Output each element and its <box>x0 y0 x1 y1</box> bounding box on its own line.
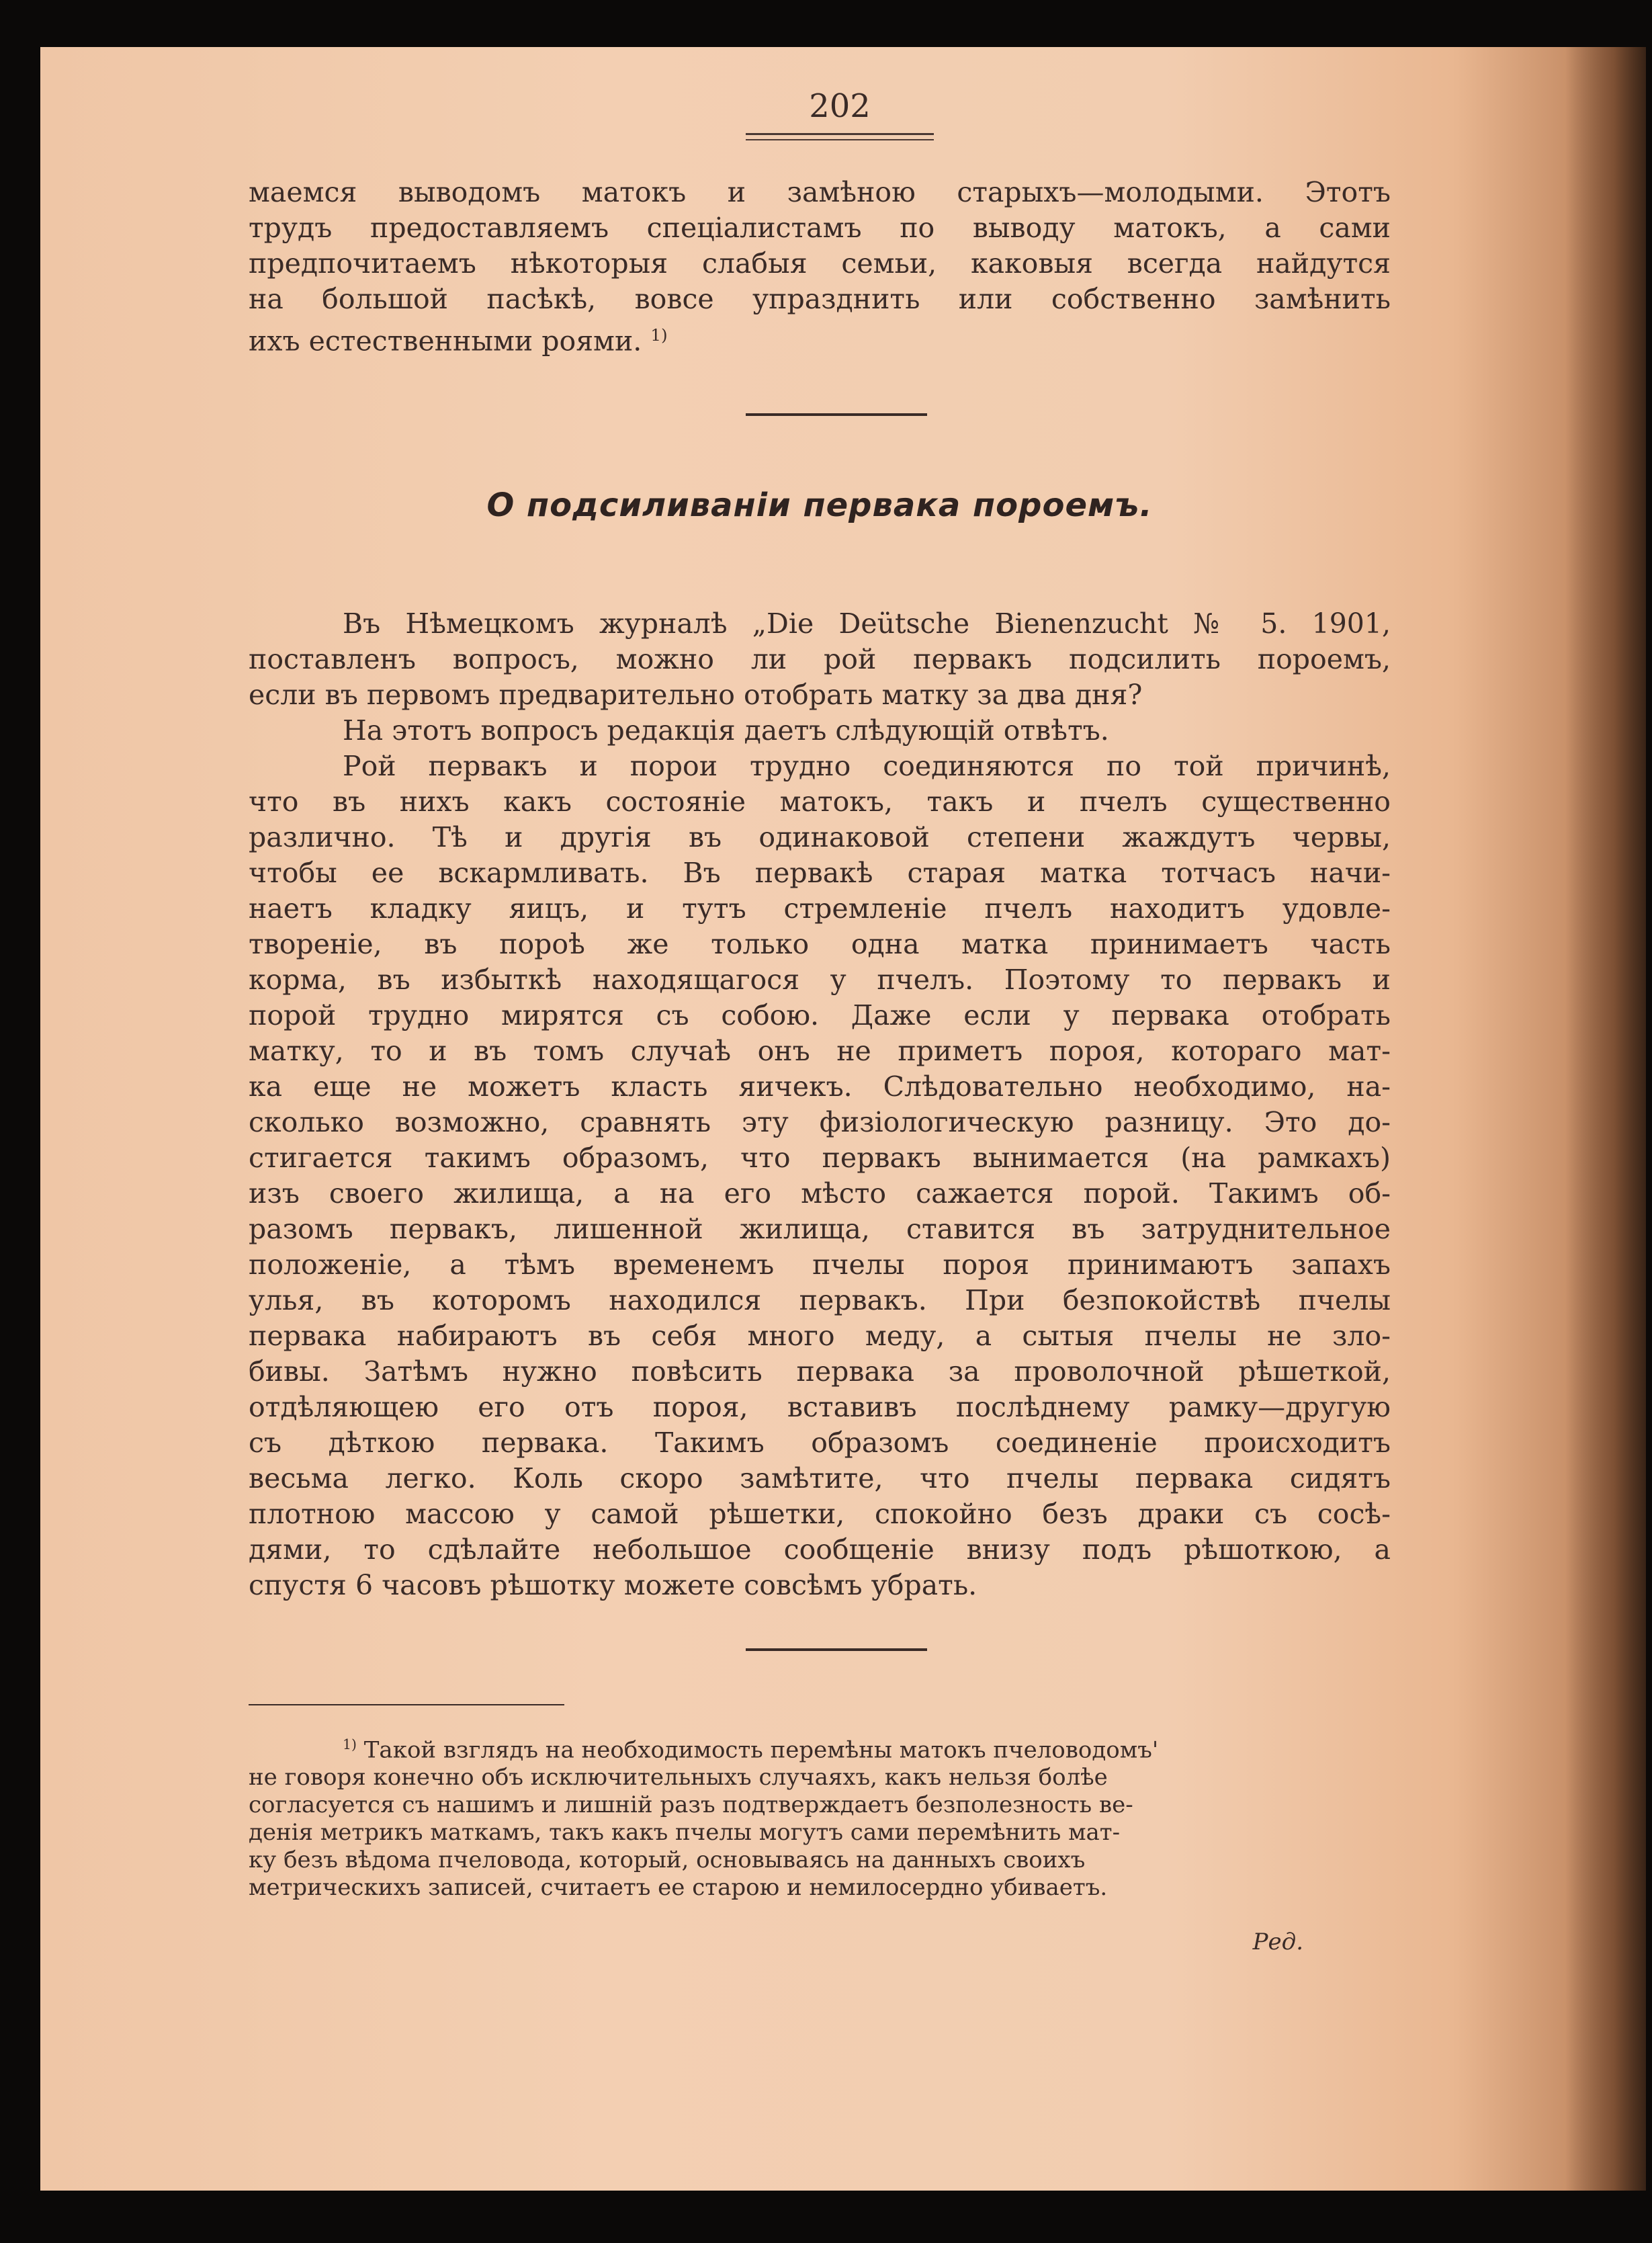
text-line: разомъ первакъ, лишенной жилища, ставится въ затруднительное <box>249 1213 1391 1245</box>
text-line: бивы. Затѣмъ нужно повѣсить первака за проволочной рѣшеткой, <box>249 1355 1391 1388</box>
text-line: маемся выводомъ матокъ и замѣною старыхъ—молодыми. Этотъ <box>249 176 1391 208</box>
footnote-rule <box>249 1704 564 1705</box>
footnote-line <box>249 1731 1391 1764</box>
footnote-line-text: Такой взглядъ на необходимость перемѣны матокъ пчеловодомъ' <box>363 1736 1159 1764</box>
text-line: различно. Тѣ и другія въ одинаковой степени жаждутъ червы, <box>249 821 1391 853</box>
text-line: съ дѣткою первака. Такимъ образомъ соединеніе происходитъ <box>249 1427 1391 1459</box>
text-line: Рой первакъ и порои трудно соединяются по той причинѣ, <box>343 750 1391 782</box>
text-line <box>249 317 1391 359</box>
footnote-line: согласуется съ нашимъ и лишній разъ подтверждаетъ безполезность ве- <box>249 1791 1133 1819</box>
text-line: На этотъ вопросъ редакція даетъ слѣдующій отвѣтъ. <box>343 714 1109 747</box>
text-line: чтобы ее вскармливать. Въ первакѣ старая матка тотчасъ начи- <box>249 857 1391 889</box>
text-line: плотною массою у самой рѣшетки, спокойно безъ драки съ сосѣ- <box>249 1498 1391 1530</box>
book-page <box>40 47 1646 2191</box>
footnote-marker: 1) <box>343 1736 357 1752</box>
text-line: стигается такимъ образомъ, что первакъ вынимается (на рамкахъ) <box>249 1142 1391 1174</box>
footnote <box>249 1731 1391 1902</box>
text-line: Въ Нѣмецкомъ журналѣ „Die Deütsche Bienenzucht № 5. 1901, <box>343 607 1391 640</box>
text-line: первака набираютъ въ себя много меду, а сытыя пчелы не зло- <box>249 1320 1391 1352</box>
top-paragraph <box>249 175 1391 359</box>
text-line: улья, въ которомъ находился первакъ. При безпокойствѣ пчелы <box>249 1284 1391 1316</box>
footnote-line: не говоря конечно объ исключительныхъ случаяхъ, какъ нельзя болѣе <box>249 1764 1108 1791</box>
text-line: поставленъ вопросъ, можно ли рой первакъ подсилить пороемъ, <box>249 643 1391 675</box>
text-line: предпочитаемъ нѣкоторыя слабыя семьи, каковыя всегда найдутся <box>249 247 1391 280</box>
article-heading: О подсиливаніи первака пороемъ. <box>486 486 1153 524</box>
text-line: дями, то сдѣлайте небольшое сообщеніе внизу подъ рѣшоткою, а <box>249 1533 1391 1566</box>
page-number-rule <box>746 133 934 140</box>
text-line: изъ своего жилища, а на его мѣсто сажается порой. Такимъ об- <box>249 1177 1391 1210</box>
text-line: ка еще не можетъ класть яичекъ. Слѣдовательно необходимо, на- <box>249 1070 1391 1103</box>
text-line: корма, въ избыткѣ находящагося у пчелъ. Поэтому то первакъ и <box>249 964 1391 996</box>
text-line: что въ нихъ какъ состояніе матокъ, такъ и пчелъ существенно <box>249 786 1391 818</box>
paragraph-3 <box>249 749 1391 1603</box>
section-separator <box>746 413 927 416</box>
article-body <box>249 606 1391 1603</box>
text-line: отдѣляющею его отъ пороя, вставивъ послѣднему рамку—другую <box>249 1391 1391 1423</box>
text-line: на большой пасѣкѣ, вовсе упразднить или собственно замѣнить <box>249 283 1391 315</box>
paragraph-1 <box>249 606 1391 713</box>
section-separator <box>746 1648 927 1651</box>
editor-signature: Ред. <box>1252 1929 1303 1955</box>
text-line: трудъ предоставляемъ спеціалистамъ по выводу матокъ, а сами <box>249 212 1391 244</box>
text-line: положеніе, а тѣмъ временемъ пчелы пороя принимаютъ запахъ <box>249 1249 1391 1281</box>
page-number: 202 <box>809 87 871 125</box>
text-line: твореніе, въ пороѣ же только одна матка принимаетъ часть <box>249 928 1391 960</box>
text-line: спустя 6 часовъ рѣшотку можете совсѣмъ убрать. <box>249 1569 977 1601</box>
text-line: наетъ кладку яицъ, и тутъ стремленіе пчелъ находитъ удовле- <box>249 892 1391 925</box>
text-line-content: ихъ естественными роями. <box>249 325 642 357</box>
text-line: сколько возможно, сравнять эту физіологическую разницу. Это до- <box>249 1106 1391 1138</box>
text-line: весьма легко. Коль скоро замѣтите, что пчелы первака сидятъ <box>249 1462 1391 1494</box>
footnote-line: денія метрикъ маткамъ, такъ какъ пчелы могутъ сами перемѣнить мат- <box>249 1819 1121 1847</box>
text-line: если въ первомъ предварительно отобрать матку за два дня? <box>249 679 1143 711</box>
paragraph-2 <box>249 713 1391 749</box>
book-spine-shadow <box>1565 47 1646 2191</box>
text-line: порой трудно мирятся съ собою. Даже если у первака отобрать <box>249 999 1391 1031</box>
footnote-line: метрическихъ записей, считаетъ ее старою и немилосердно убиваетъ. <box>249 1874 1108 1902</box>
text-line: матку, то и въ томъ случаѣ онъ не приметъ пороя, котораго мат- <box>249 1035 1391 1067</box>
footnote-line: ку безъ вѣдома пчеловода, который, основываясь на данныхъ своихъ <box>249 1847 1086 1874</box>
footnote-ref: 1) <box>650 325 668 345</box>
